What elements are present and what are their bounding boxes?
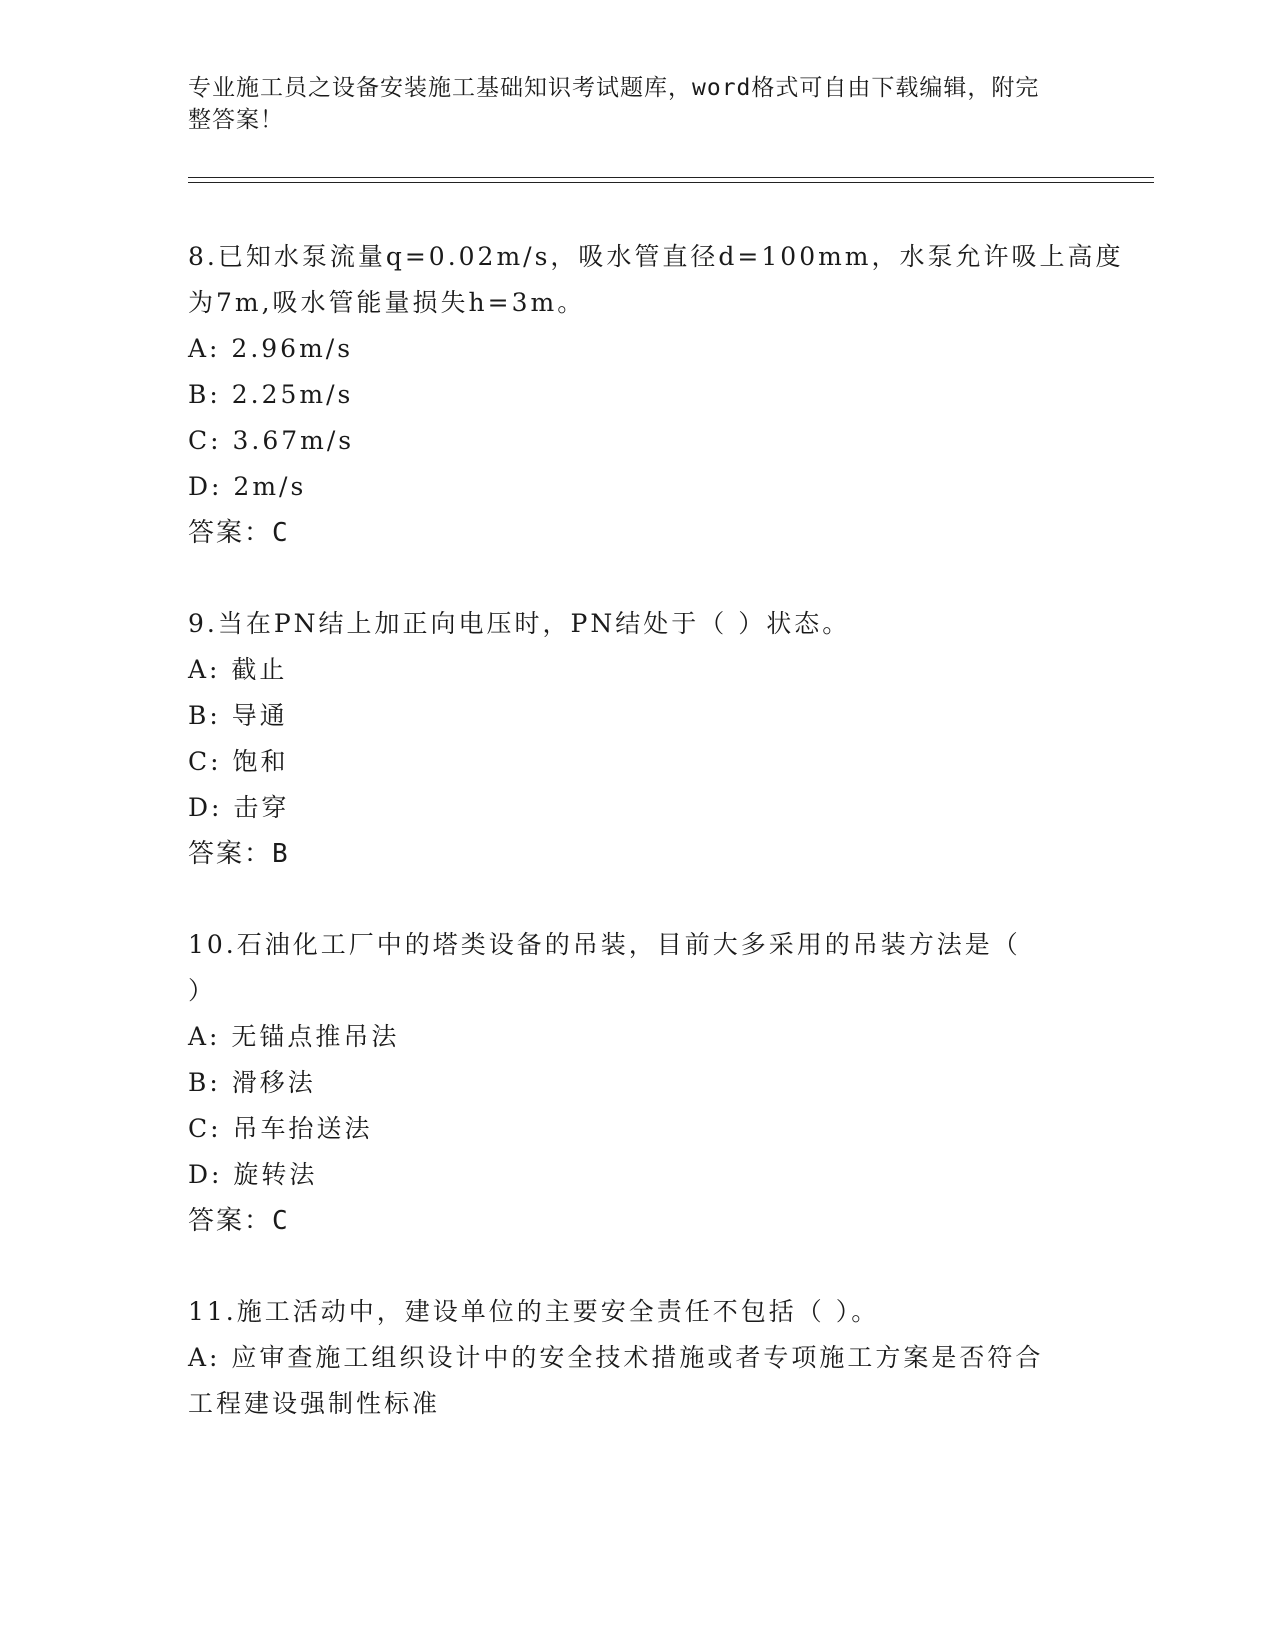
option-c: C: 饱和 bbox=[188, 747, 289, 776]
question-stem-line: 9.当在PN结上加正向电压时，PN结处于（ ）状态。 bbox=[188, 609, 851, 638]
question-stem-line: ） bbox=[188, 976, 217, 1005]
question-stem-line: 为7m,吸水管能量损失h=3m。 bbox=[188, 288, 586, 317]
option-a-continued: 工程建设强制性标准 bbox=[188, 1389, 441, 1418]
question-list bbox=[188, 234, 1124, 1472]
option-d: D: 击穿 bbox=[188, 793, 290, 822]
option-a: A: 无锚点推吊法 bbox=[188, 1022, 400, 1051]
option-a: A: 2.96m/s bbox=[188, 334, 354, 363]
question-stem-line: 10.石油化工厂中的塔类设备的吊装，目前大多采用的吊装方法是（ bbox=[188, 930, 1021, 959]
question-9 bbox=[188, 601, 1088, 877]
question-10 bbox=[188, 922, 1088, 1244]
option-b: B: 2.25m/s bbox=[188, 380, 354, 409]
option-a: A: 截止 bbox=[188, 655, 288, 684]
question-stem-line: 11.施工活动中，建设单位的主要安全责任不包括（ ）。 bbox=[188, 1297, 880, 1326]
option-b: B: 滑移法 bbox=[188, 1068, 316, 1097]
answer-label: 答案：C bbox=[188, 518, 290, 548]
option-b: B: 导通 bbox=[188, 701, 288, 730]
option-d: D: 2m/s bbox=[188, 472, 307, 501]
question-11 bbox=[188, 1289, 1088, 1427]
document-header bbox=[188, 72, 1068, 136]
option-c: C: 吊车抬送法 bbox=[188, 1114, 373, 1143]
option-a: A: 应审查施工组织设计中的安全技术措施或者专项施工方案是否符合 bbox=[188, 1343, 1044, 1372]
header-divider-top bbox=[188, 177, 1154, 178]
answer-label: 答案：C bbox=[188, 1206, 290, 1236]
answer-label: 答案：B bbox=[188, 839, 290, 869]
header-line-2: 整答案！ bbox=[188, 107, 284, 133]
header-divider-bottom bbox=[188, 182, 1154, 183]
question-8 bbox=[188, 234, 1124, 556]
option-c: C: 3.67m/s bbox=[188, 426, 355, 455]
question-stem-line: 8.已知水泵流量q=0.02m/s，吸水管直径d=100mm，水泵允许吸上高度 bbox=[188, 242, 1124, 271]
option-d: D: 旋转法 bbox=[188, 1160, 318, 1189]
header-line-1: 专业施工员之设备安装施工基础知识考试题库，word格式可自由下载编辑，附完 bbox=[188, 75, 1040, 101]
